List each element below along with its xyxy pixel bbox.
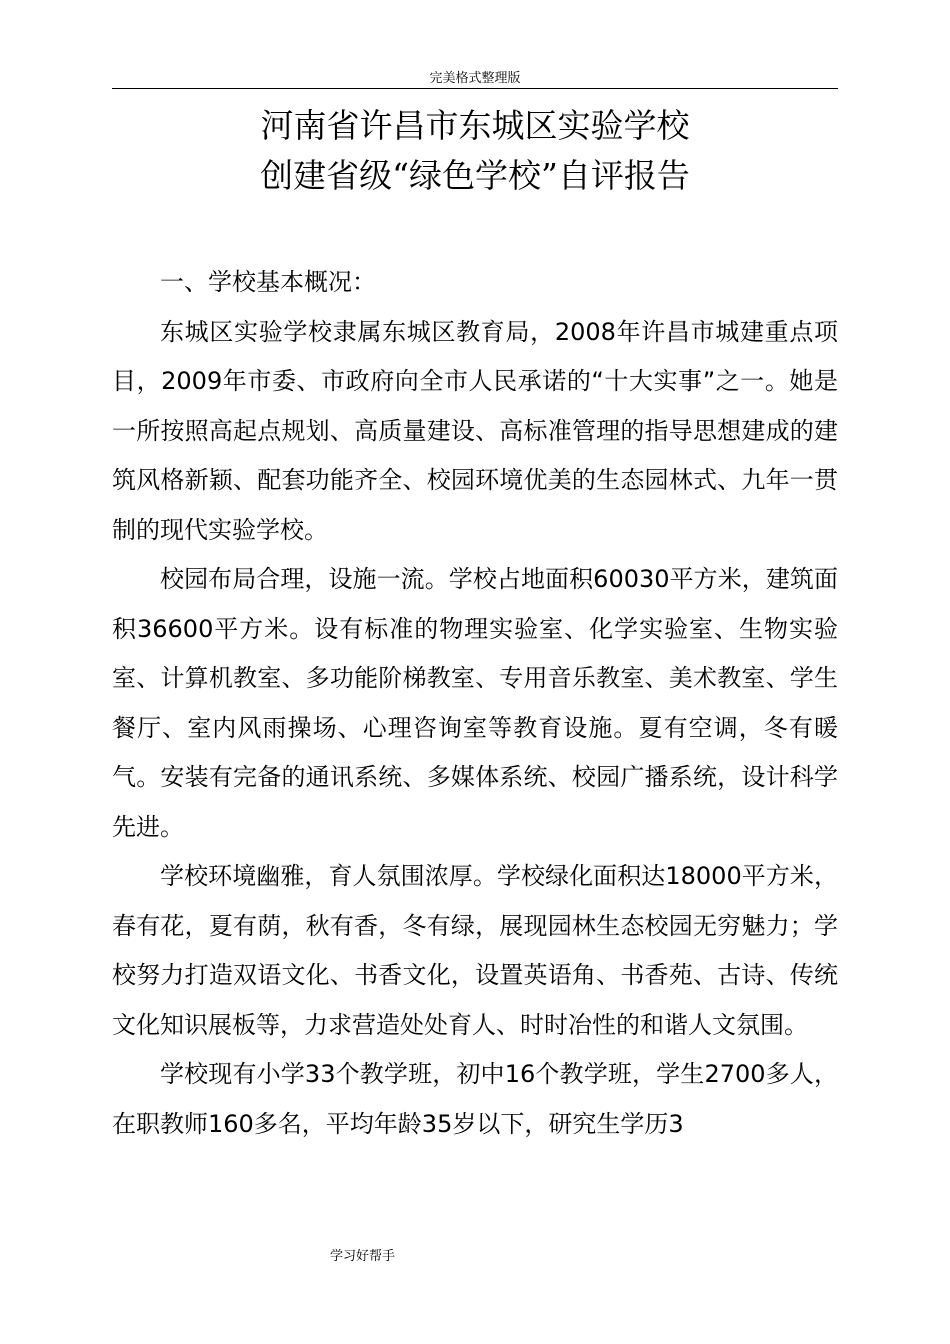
page-header: 完美格式整理版 bbox=[112, 70, 838, 89]
document-body bbox=[112, 258, 838, 1149]
section-heading: 一、学校基本概况： bbox=[160, 268, 376, 296]
document-title-line1: 河南省许昌市东城区实验学校 bbox=[260, 106, 690, 145]
page-footer: 学习好帮手 bbox=[330, 1249, 396, 1264]
document-title-line2: 创建省级“绿色学校”自评报告 bbox=[260, 156, 690, 195]
paragraph-overview: 东城区实验学校隶属东城区教育局，2008年许昌市城建重点项目，2009年市委、市政府向全市人民承诺的“十大实事”之一。她是一所按照高起点规划、高质量建设、高标准管理的指导思想建成的建筑风格新颖、配套功能齐全、校园环境优美的生态园林式、九年一贯制的现代实验学校。 bbox=[112, 317, 838, 544]
paragraph-environment: 学校环境幽雅，育人氛围浓厚。学校绿化面积达18000平方米，春有花，夏有荫，秋有香，冬有绿，展现园林生态校园无穷魅力；学校努力打造双语文化、书香文化，设置英语角、书香苑、古诗、传统文化知识展板等，力求营造处处育人、时时冶性的和谐人文氛围。 bbox=[112, 862, 838, 1039]
paragraph-facilities: 校园布局合理，设施一流。学校占地面积60030平方米，建筑面积36600平方米。设有标准的物理实验室、化学实验室、生物实验室、计算机教室、多功能阶梯教室、专用音乐教室、美术教室、学生餐厅、室内风雨操场、心理咨询室等教育设施。夏有空调，冬有暖气。安装有完备的通讯系统、多媒体系统、校园广播系统，设计科学先进。 bbox=[112, 565, 838, 841]
paragraph-staff: 学校现有小学33个教学班，初中16个教学班，学生2700多人，在职教师160多名，平均年龄35岁以下，研究生学历3 bbox=[112, 1060, 838, 1138]
